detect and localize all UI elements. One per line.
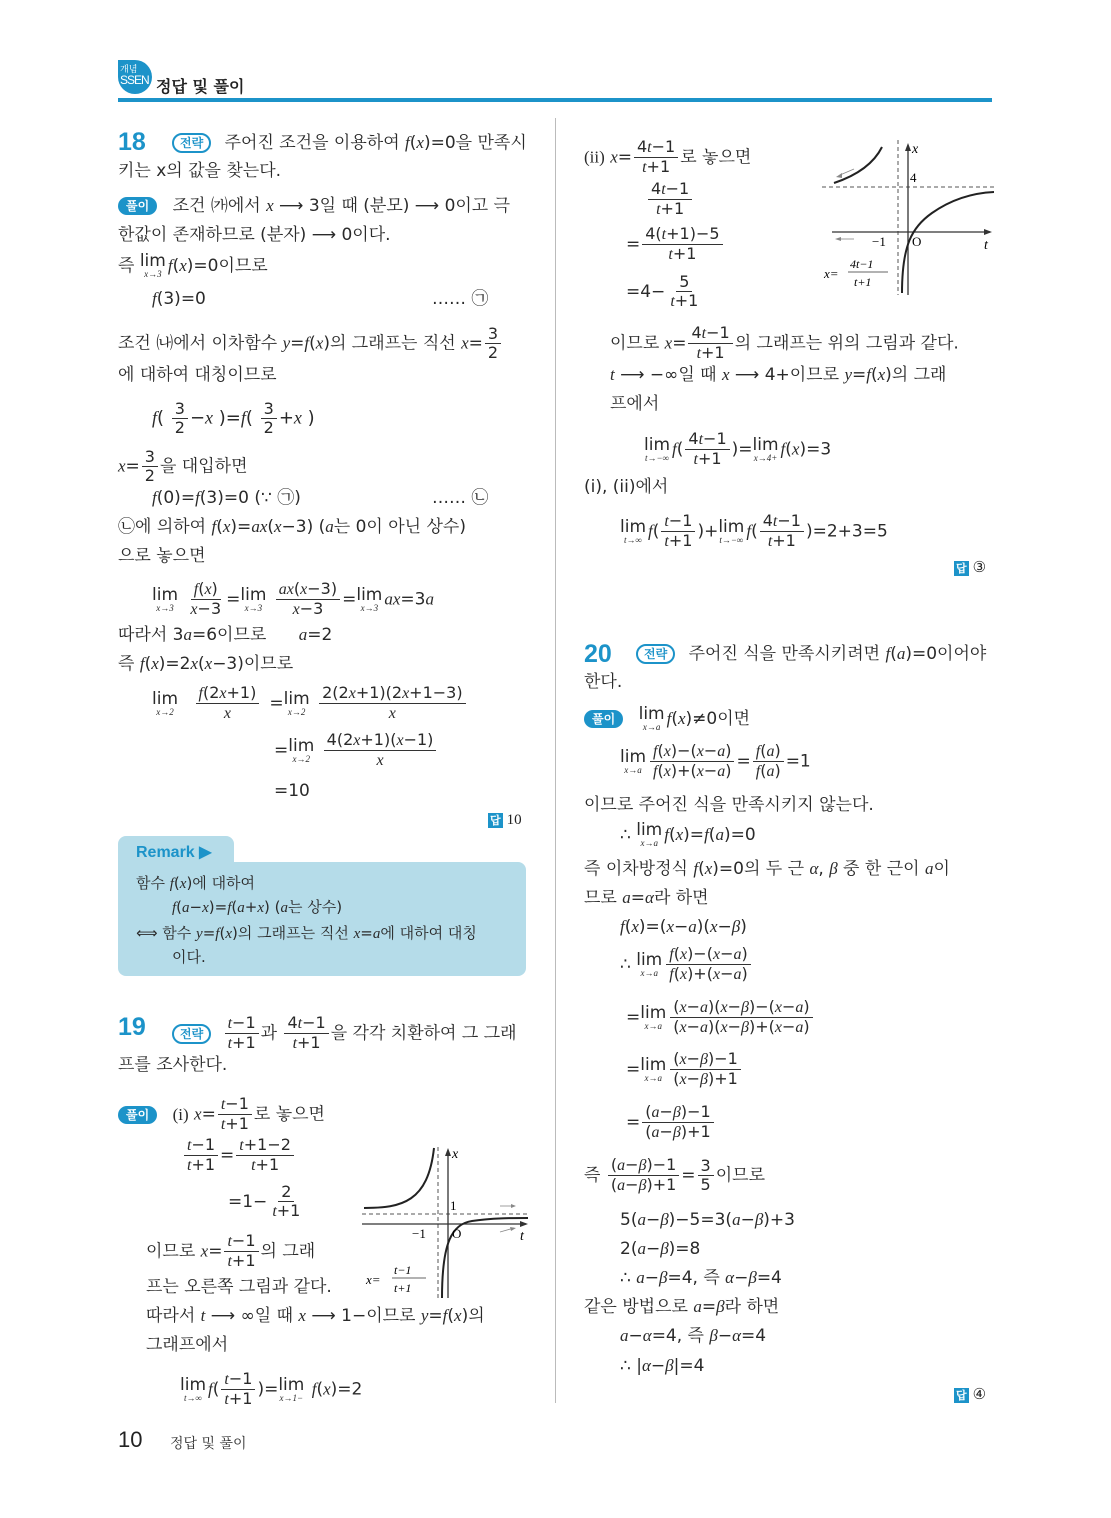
q20-strategy: 전략 주어진 식을 만족시키려면 f(a)=0이어야 (636, 643, 986, 665)
origin-label: O (452, 1226, 462, 1241)
svg-text:4t−1: 4t−1 (850, 257, 874, 271)
axis-label-x: x (452, 1147, 459, 1162)
solution-badge: 풀이 (118, 1106, 157, 1124)
answer-icon: 답 (956, 1389, 967, 1402)
svg-text:t: t (984, 238, 988, 253)
q19-part2-eq2: = $\frac{4(t+1)-5}{t+1}$ (626, 225, 725, 264)
q18-line3: 즉 lim x→3 f(x)=0이므로 (118, 251, 268, 279)
q18-line-symmetry: 조건 ㈏에서 이차함수 y=f(x)의 그래프는 직선 x= $\frac{3}{2}$ (118, 325, 503, 362)
q19-answer (954, 558, 986, 577)
q19-answer-value: ③ (972, 560, 987, 576)
q20-strategy-line2: 한다. (584, 672, 623, 692)
q19-part2-eq1: $\frac{4t-1}{t+1}$ (646, 180, 694, 219)
svg-text:4: 4 (910, 170, 917, 185)
q18-solution-line1: 풀이 조건 ㈎에서 x ⟶ 3일 때 (분모) ⟶ 0이고 극 (118, 195, 510, 217)
q20-eq5: = $\frac{(a-\beta)-1}{(a-\beta)+1}$ (626, 1103, 716, 1142)
svg-text:x=: x= (824, 266, 839, 281)
strategy-badge: 전략 (172, 1024, 211, 1044)
logo-top-text: 개념 (120, 64, 138, 74)
q18-label-nieun: …… ㉡ (432, 488, 489, 508)
remark-line3: ⟺ 함수 y=f(x)의 그래프는 직선 x=a에 대하여 대칭 (136, 924, 477, 942)
asymptote-label-1: 1 (450, 1198, 457, 1213)
q18-fx: 즉 f(x)=2x(x−3)이므로 (118, 654, 294, 674)
remark-line2: f(a−x)=f(a+x) (a는 상수) (172, 898, 343, 916)
q20-therefore-fa: ∴ lim x→a f(x)=f(a)=0 (620, 820, 756, 848)
q18-label-giyeok: …… ㉠ (432, 289, 489, 309)
q19-part2-therefore: t ⟶ −∞일 때 x ⟶ 4+이므로 y=f(x)의 그래 (610, 365, 947, 385)
q19-part1-limit: lim t→∞ f( $\frac{t-1}{t+1}$ )= lim x→1− f(x)=2 (180, 1369, 363, 1408)
page-header-title: 정답 및 풀이 (156, 77, 245, 96)
q19-conclusion-eq: lim t→∞ f( $\frac{t-1}{t+1}$ )+ lim t→−∞ f( $\frac{4t-1}{t+1}$ )=2+3=5 (620, 511, 888, 550)
answer-icon: 답 (956, 562, 967, 575)
svg-text:t−1: t−1 (394, 1263, 412, 1277)
q19-part1-eq1: $\frac{t-1}{t+1}$ = $\frac{t+1-2}{t+1}$ (182, 1136, 296, 1175)
column-divider (555, 118, 556, 1403)
q18-line-symmetric: 에 대하여 대칭이므로 (118, 365, 277, 385)
q20-answer (954, 1385, 986, 1404)
graph-4t-minus-1-over-t-plus-1 (822, 135, 994, 295)
q19-part1-graph-text: 이므로 x= $\frac{t-1}{t+1}$ 의 그래 (146, 1231, 316, 1270)
svg-text:t+1: t+1 (854, 275, 872, 289)
q18-set: 으로 놓으면 (118, 546, 206, 566)
q20-fx: f(x)=(x−a)(x−β) (620, 917, 747, 937)
q20-not-satisfy: 이므로 주어진 식을 만족시키지 않는다. (584, 795, 874, 815)
q19-part1-eq2: =1− $\frac{2}{t+1}$ (228, 1182, 301, 1220)
footer-title: 정답 및 풀이 (170, 1436, 247, 1452)
q20-same-method: 같은 방법으로 a=β라 하면 (584, 1297, 780, 1317)
strategy-badge: 전략 (172, 133, 211, 153)
question-number-18: 18 (118, 128, 146, 156)
q18-strategy-line2: 키는 x의 값을 찾는다. (118, 161, 282, 181)
q20-eq9: ∴ a−β=4, 즉 α−β=4 (620, 1268, 782, 1288)
q18-eq-symmetry: f( $\frac{3}{2}$ −x )=f( $\frac{3}{2}$ +x ) (152, 399, 315, 437)
q19-part2-limit: lim t→−∞ f( $\frac{4t-1}{t+1}$ )= lim x→4+ f(x)=3 (644, 429, 832, 468)
q19-part2-intro: (ii) x= $\frac{4t-1}{t+1}$ 로 놓으면 (584, 137, 752, 176)
q19-strategy: 전략 $\frac{t-1}{t+1}$ 과 $\frac{4t-1}{t+1}$ 을 각각 치환하여 그 그래 (172, 1014, 517, 1053)
q18-final-limit: lim x→2 $\frac{f(2x+1)}{x}$ = lim x→2 $\frac{2(2x+1)(2x+1-3)}{x}$ (152, 684, 468, 723)
header-rule (118, 98, 992, 102)
q19-strategy-line2: 프를 조사한다. (118, 1055, 228, 1075)
graph-t-minus-1-over-t-plus-1 (362, 1142, 530, 1298)
q19-part2-graph: 프에서 (610, 394, 660, 414)
q20-eq4: = lim x→a $\frac{(x-\beta)-1}{(x-\beta)+1}$ (626, 1050, 743, 1089)
q18-answer (488, 810, 522, 829)
q19-part2-eq3: =4− $\frac{5}{t+1}$ (626, 272, 699, 310)
q18-form: ㉡에 의하여 f(x)=ax(x−3) (a는 0이 아닌 상수) (118, 517, 466, 537)
svg-text:x=: x= (366, 1272, 381, 1287)
asymptote-label-minus1: −1 (412, 1226, 426, 1241)
q18-final-value: =10 (274, 781, 310, 801)
q20-eq8: 2(a−β)=8 (620, 1239, 701, 1259)
svg-text:x: x (912, 142, 919, 157)
solution-badge: 풀이 (584, 710, 623, 728)
q18-line2: 한값이 존재하므로 (분자) ⟶ 0이다. (118, 225, 391, 245)
svg-text:t+1: t+1 (394, 1281, 412, 1295)
q20-solution-intro: 풀이 lim x→a f(x)≠0이면 (584, 706, 750, 732)
q19-part2-graph-text: 이므로 x= $\frac{4t-1}{t+1}$ 의 그래프는 위의 그림과 같다. (610, 323, 959, 362)
remark-line4: 이다. (172, 948, 206, 966)
q19-conclusion-intro: (i), (ii)에서 (584, 477, 669, 497)
q18-strategy: 전략 주어진 조건을 이용하여 f(x)=0을 만족시 (172, 132, 527, 154)
q18-final-limit2: = lim x→2 $\frac{4(2x+1)(x-1)}{x}$ (274, 731, 438, 770)
question-number-20: 20 (584, 640, 612, 668)
q20-answer-value: ④ (972, 1387, 987, 1403)
svg-text:O: O (912, 234, 922, 249)
axis-label-t: t (520, 1229, 524, 1244)
q20-let-a: 므로 a=α라 하면 (584, 888, 709, 908)
answer-icon: 답 (490, 814, 501, 827)
q20-eq10: a−α=4, 즉 β−α=4 (620, 1326, 767, 1346)
logo-bottom-text: SSEN (120, 73, 149, 87)
q20-eq2: ∴ lim x→a $\frac{f(x)-(x-a)}{f(x)+(x-a)}$ (620, 945, 753, 984)
q20-eq7: 5(a−β)−5=3(a−β)+3 (620, 1210, 795, 1230)
solution-badge: 풀이 (118, 197, 157, 215)
q20-roots: 즉 이차방정식 f(x)=0의 두 근 α, β 중 한 근이 a이 (584, 859, 950, 879)
q19-part1-graph-text2: 프는 오른쪽 그림과 같다. (146, 1277, 332, 1297)
ssen-logo (118, 60, 152, 94)
q18-eq-f3: f(3)=0 (152, 289, 206, 309)
strategy-badge: 전략 (636, 644, 675, 664)
svg-text:−1: −1 (872, 234, 886, 249)
q20-eq6: 즉 $\frac{(a-\beta)-1}{(a-\beta)+1}$ = $\frac{3}{5}$ 이므로 (584, 1155, 765, 1194)
remark-title: Remark ▶ (136, 844, 212, 861)
q20-eq11: ∴ |α−β|=4 (620, 1356, 705, 1376)
page-number: 10 (118, 1427, 143, 1452)
q20-eq3: = lim x→a $\frac{(x-a)(x-\beta)-(x-a)}{(x-a)(x-\beta)+(x-a)}$ (626, 998, 815, 1037)
q18-limit-eq: lim x→3 $\frac{f(x)}{x-3}$ = lim x→3 $\frac{ax(x-3)}{x-3}$ = lim x→3 ax=3a (152, 579, 434, 618)
q20-eq1: lim x→a $\frac{f(x)-(x-a)}{f(x)+(x-a)}$ = $\frac{f(a)}{f(a)}$ =1 (620, 741, 811, 780)
remark-line1: 함수 f(x)에 대하여 (136, 874, 256, 892)
q19-part1-graph: 그래프에서 (146, 1335, 229, 1355)
q18-answer-value: 10 (506, 812, 522, 828)
question-number-19: 19 (118, 1013, 146, 1041)
q18-substitute: x= $\frac{3}{2}$ 을 대입하면 (118, 447, 248, 485)
q18-eq-f0: f(0)=f(3)=0 (∵ ㉠) (152, 488, 301, 508)
q18-therefore: 따라서 3a=6이므로 a=2 (118, 625, 333, 645)
q19-part1-intro: 풀이 (i) x= $\frac{t-1}{t+1}$ 로 놓으면 (118, 1095, 325, 1134)
q19-part1-therefore: 따라서 t ⟶ ∞일 때 x ⟶ 1−이므로 y=f(x)의 (146, 1306, 485, 1326)
